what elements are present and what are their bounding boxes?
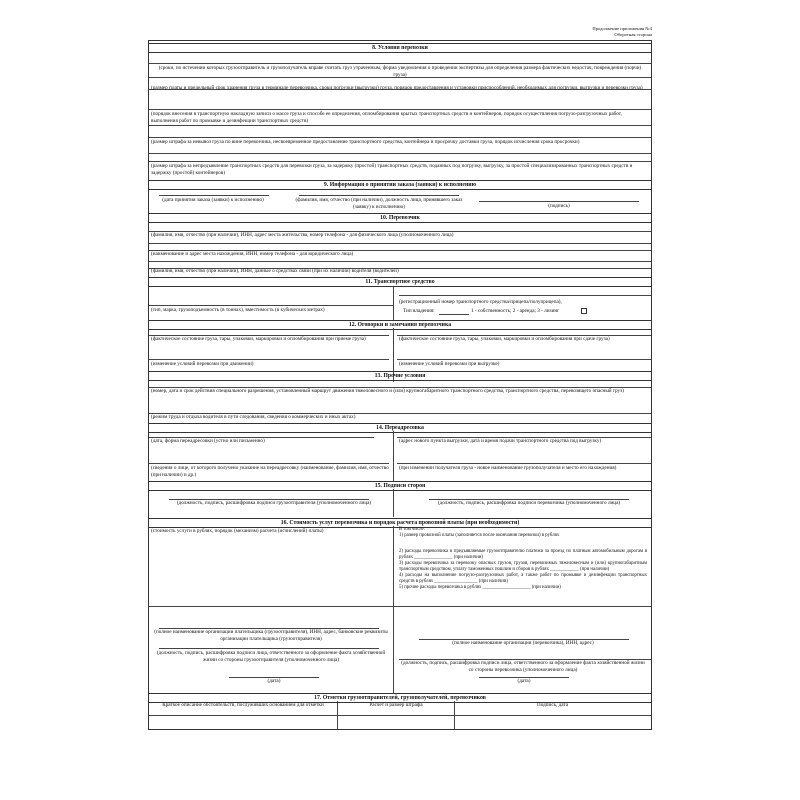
consignment-note-reverse-form [148,40,652,730]
s16-payer-details: (полное наименование организации плательщика (грузоотправителя), ИНН, адрес, банковские реквизиты организации плательщика (грузоотправителя) [154,629,388,642]
s12-changes-at-unloading: (изменение условий перевозки при выгрузке) [399,361,500,367]
divider [439,314,469,315]
s9-accepting-person: (фамилия, имя, отчество (при наличии), должность лица, принявшего заказ (заявку) к исполнению) [295,197,463,210]
section-17-title: 17. Отметки грузоотправителей, грузополучателей, перевозчиков [149,693,651,703]
s12-changes-in-transit: (изменение условий перевозки при движении) [151,361,254,367]
s11-registration-number: (регистрационный номер транспортного средства/прицепа/полуприцепа), [399,299,562,305]
divider [149,125,651,126]
divider [149,137,651,138]
s11-ownership-options: 1 - собственность; 2 - аренда; 3 - лизинг [471,308,560,314]
s11-ownership-label: Тип владения: [403,308,435,314]
s17-col-signature-date: Подпись, дата [536,702,569,708]
s14-readdress-date-form: (дата, форма переадресовки (устно или письменно) [151,438,265,444]
s16-shipper-responsible-person: (должность, подпись, расшифровка подписи лица, ответственного за оформление факта хозяйственной жизни со стороны грузоотправителя (уполномоченного лица) [156,650,386,663]
divider [149,63,651,64]
s13-driver-work-rest: (режим труда и отдыха водителя в пути следования, сведения о коммерческих и иных актах) [151,414,356,420]
s17-col-description: Краткое описание обстоятельств, послуживших основанием для отметки [162,702,324,708]
s12-cargo-state-at-delivery: (фактическое состояние груза, тары, упаковки, маркировки и опломбирования при сдаче груза) [399,336,610,342]
s16-other-costs: 5) прочие расходы перевозчика в рублях ____________________ (при наличии) [399,585,561,590]
divider [149,161,651,162]
divider [397,359,651,360]
s12-cargo-state-at-acceptance: (фактическое состояние груза, тары, упаковки, маркировки и опломбирования при приеме груза) [151,336,366,342]
s8-carrier-penalty-terms: (размер штрафа за невывоз груза по вине перевозчика, несвоевременное предоставление транспортного средства, контейнера и просрочку доставки груза, порядок исчисления срока просрочки) [151,139,580,145]
s9-order-accepted-date: (дата принятия заказа (заявки) к исполнению) [162,197,264,203]
section-13-title: 13. Прочие условия [149,371,651,381]
divider [393,489,394,517]
s17-col-penalty: Расчет и размер штрафа [369,702,423,708]
s8-lost-cargo-terms: (сроки, по истечении которых грузоотправитель и грузополучатель вправе считать груз утраченным, форма уведомления о проведении экспертизы для определения размера фактических недостач, повреждения (порчи) груза) [158,65,642,78]
section-15-title: 15. Подписи сторон [149,481,651,491]
section-10-title: 10. Перевозчик [149,213,651,223]
signature-line [479,201,639,202]
s16-carrier-org-details: (полное наименование организации (перевозчика), ИНН, адрес) [452,640,594,646]
section-14-title: 14. Переадресовка [149,423,651,433]
s16-including: В том числе: [399,527,425,532]
s16-shipper-date: (дата) [267,678,281,684]
ownership-type-box[interactable] [581,308,587,314]
s8-shipper-penalty-terms: (размер штрафа за непредъявление транспортных средств для перевозки груза, за задержку (простой) транспортных средств, поданных под погрузку, выгрузку, за простой специализированных транспортных средств и задержку (простой) контейнеров) [151,163,633,176]
divider [393,526,394,693]
divider [149,261,651,262]
s16-carrier-date: (дата) [517,678,531,684]
header-reverse-side: Оборотная сторона [614,32,652,37]
s13-special-permit: (номер, дата и срок действия специального разрешения, установленный маршрут движения тяжеловесного и (или) крупногабаритного транспортного средства, транспортного средства, перевозящего опасный груз) [151,388,624,394]
divider [393,431,394,481]
s16-cost-breakdown [399,527,647,591]
section-11-title: 11. Транспортное средство [149,277,651,287]
divider [149,606,651,607]
divider [149,153,651,154]
s16-carriage-fee: 1) размер провозной платы (заполняется после окончания перевозки) в рублях [399,533,560,538]
s16-service-cost: (стоимость услуги в рублях, порядок (механизм) расчета (исчислений) платы) [151,528,324,534]
divider [149,243,651,244]
divider [149,305,393,306]
s15-shipper-signature: (должность, подпись, расшифровка подписи грузоотправителя (уполномоченного лица) [176,500,372,506]
section-8-title: 8. Условия перевозки [149,43,651,53]
signature-line [159,195,269,196]
s10-carrier-individual: (фамилия, имя, отчество (при наличии), ИНН, адрес места жительства, номер телефона - для физического лица (уполномоченного лица) [151,232,454,238]
divider [149,109,651,110]
divider [149,359,389,360]
header-appendix-continuation: Продолжение приложения №4 [592,26,652,31]
s16-special-cargo-costs: 3) расходы перевозчика за перевозку опасных грузов, грузов, перевозимых тяжеловесным и (или) крупногабаритным транспортным средством, уплату таможенных пошлин и сборов в рублях ____________ (при наличии) [399,561,647,572]
s10-carrier-legal-entity: (наименование и адрес места нахождения, ИНН, номер телефона - для юридического лица) [151,251,354,257]
page-header [592,26,652,38]
signature-line [159,648,379,649]
divider [399,295,651,296]
s14-instruction-source: (сведения о лице, от которого получено указание на переадресовку (наименование, фамилия, имя, отчество (при наличии) и др.) [151,465,389,478]
signature-line [299,195,459,196]
s11-vehicle-type-capacity: (тип, марка, грузоподъемность (в тоннах), вместимость (в кубических метрах) [151,307,325,313]
divider [393,287,394,321]
divider [149,463,389,464]
s8-weighing-sealing-terms: (порядок внесения в транспортную накладную записи о массе груза и способе ее определения, опломбирования крытых транспортных средств и контейнеров, порядок осуществления погрузо-разгрузочных работ, выполнения работ по промывке и дезинфекции транспортных средств) [151,111,622,124]
s16-toll-road-costs: 2) расходы перевозчика и предъявляемые грузоотправителю платежи за проезд по платным автомобильным дорогам в рублях ________________ (при наличии) [399,549,647,560]
s9-signature: (подпись) [548,203,570,209]
divider [397,463,651,464]
s8-storage-terms: (размер платы и предельный срок хранения груза в терминале перевозчика, сроки погрузки (выгрузки) груза, порядок предоставления и установки приспособлений, необходимых для погрузки, выгрузки и перевозки груза) [151,85,643,91]
s16-loading-cleaning-costs: 4) расходы на выполнение погрузо-разгрузочных работ, а также работ по промывке и дезинфекции транспортных средств в рублях __________________ (при наличии) [399,573,647,584]
s10-driver-info: (фамилия, имя, отчество (при наличии), ИНН, данные о средствах связи (при их наличии) водителя (водителей) [151,268,399,274]
s15-carrier-signature: (должность, подпись, расшифровка подписи перевозчика (уполномоченного лица) [437,500,621,506]
s16-carrier-responsible-person: (должность, подпись, расшифровка подписи лица, ответственного за оформление факта хозяйственной жизни со стороны перевозчика (уполномоченного лица) [401,660,645,673]
s14-new-unloading-point: (адрес нового пункта выгрузки, дата и время подачи транспортного средства под выгрузку) [399,438,602,444]
section-12-title: 12. Оговорки и замечания перевозчика [149,320,651,330]
divider [149,77,651,78]
section-16-title: 16. Стоимость услуг перевозчика и порядок расчета провозной платы (при необходимости) [149,518,651,528]
divider [149,715,651,716]
s14-new-consignee: (при изменении получателя груза - новое наименование грузополучателя и место его нахождения) [399,465,617,471]
section-9-title: 9. Информация о принятии заказа (заявки) к исполнению [149,180,651,190]
